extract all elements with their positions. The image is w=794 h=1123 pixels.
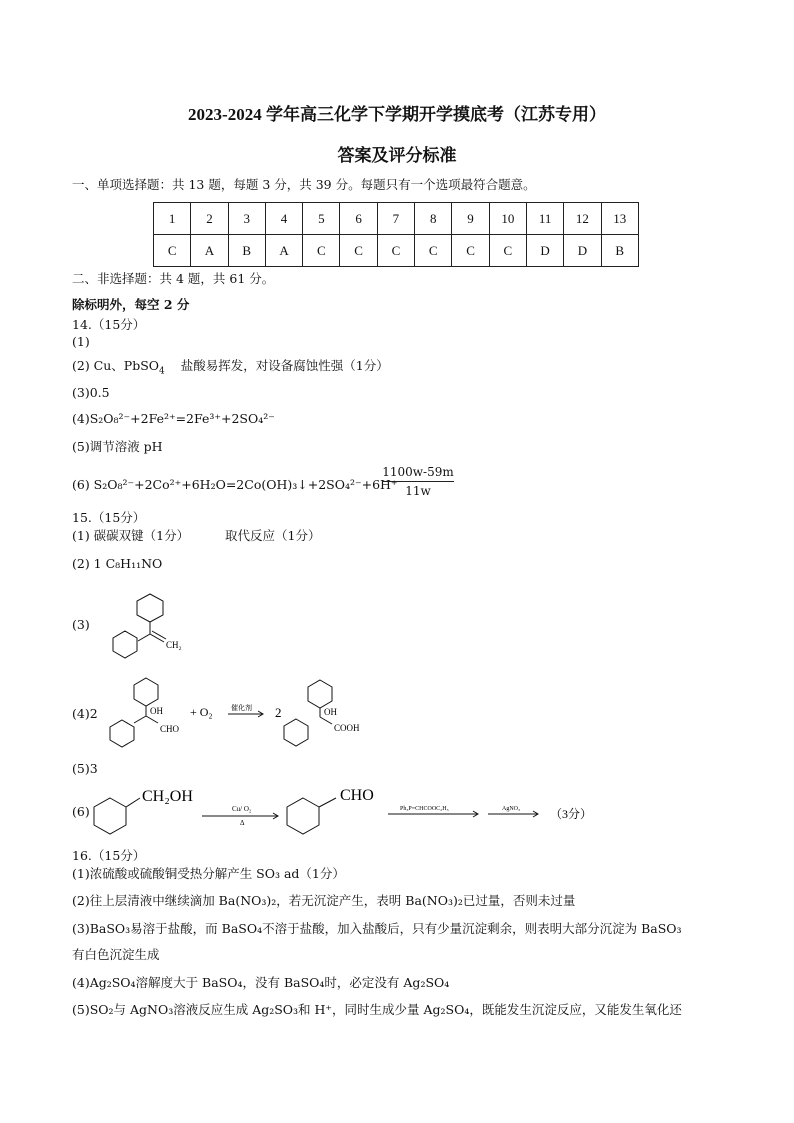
q14-answer-2-rest: 盐酸易挥发，对设备腐蚀性强（1分） [180, 358, 389, 373]
table-cell-answer: C [489, 235, 526, 267]
reagent-agno3: AgNO₃ [502, 806, 521, 812]
q16-answer-1: (1)浓硫酸或硫酸铜受热分解产生 SO₃ ad（1分） [72, 866, 345, 881]
q15-title: 15.（15分） [72, 510, 146, 525]
q14-answer-4: (4)S₂O₈²⁻+2Fe²⁺=2Fe³⁺+2SO₄²⁻ [72, 411, 275, 426]
table-cell-number: 2 [191, 203, 228, 235]
table-cell-answer: C [377, 235, 414, 267]
score-label: （3分） [550, 807, 593, 821]
table-cell-answer: D [564, 235, 601, 267]
table-cell-answer: C [452, 235, 489, 267]
cooh-label: COOH [334, 723, 360, 733]
table-cell-number: 4 [265, 203, 302, 235]
q15-answer-3-label: (3) [72, 617, 90, 632]
q16-answer-3b: 有白色沉淀生成 [72, 947, 160, 962]
q16-answer-4: (4)Ag₂SO₄溶解度大于 BaSO₄，没有 BaSO₄时，必定没有 Ag₂SO₄ [72, 975, 450, 990]
q15-answer-6-label: (6) [72, 804, 90, 819]
table-cell-answer: A [191, 235, 228, 267]
q14-answer-6: (6) S₂O₈²⁻+2Co²⁺+6H₂O=2Co(OH)₃↓+2SO₄²⁻+6H⁺ [72, 477, 398, 492]
reagent-wittig: Ph₃P=CHCOOC₂H₅ [400, 806, 449, 812]
coefficient-label: 2 [275, 705, 282, 720]
q15-structure-3 [88, 584, 188, 664]
table-cell-number: 6 [340, 203, 377, 235]
table-cell-answer: C [154, 235, 191, 267]
q14-title: 14.（15分） [72, 317, 146, 332]
q16-answer-5: (5)SO₂与 AgNO₃溶液反应生成 Ag₂SO₃和 H⁺，同时生成少量 Ag₂SO₄，既能发生沉淀反应，又能发生氧化还 [72, 1002, 682, 1017]
section1-heading: 一、单项选择题：共 13 题，每题 3 分，共 39 分。每题只有一个选项最符合题意。 [72, 177, 536, 192]
ch2oh-label: CH₂OH [142, 788, 193, 805]
q16-answer-2: (2)往上层清液中继续滴加 Ba(NO₃)₂，若无沉淀产生，表明 Ba(NO₃)₂已过量，否则未过量 [72, 893, 576, 908]
table-cell-answer: C [340, 235, 377, 267]
fraction-denominator: 11w [405, 484, 431, 498]
q15-answer-1a: (1) 碳碳双键（1分） [72, 528, 190, 543]
q15-answer-5: (5)3 [72, 761, 98, 776]
q14-answer-2-sub: 4 [159, 366, 165, 377]
cho-label: CHO [340, 787, 374, 804]
answer-table-number-row [154, 203, 639, 235]
scoring-note: 除标明外，每空 2 分 [72, 297, 190, 312]
table-cell-answer: B [228, 235, 265, 267]
table-cell-number: 11 [526, 203, 563, 235]
q14-answer-5: (5)调节溶液 pH [72, 439, 163, 454]
table-cell-number: 13 [601, 203, 638, 235]
cho-label: CHO [160, 724, 180, 734]
q15-answer-1b: 取代反应（1分） [225, 528, 321, 543]
table-cell-number: 3 [228, 203, 265, 235]
q14-answer-3: (3)0.5 [72, 385, 110, 400]
table-cell-answer: C [415, 235, 452, 267]
q14-answer-2-label: (2) Cu、PbSO [72, 358, 160, 373]
q16-answer-3: (3)BaSO₃易溶于盐酸，而 BaSO₄不溶于盐酸，加入盐酸后，只有少量沉淀剩余，则表明大部分沉淀为 BaSO₃ [72, 921, 682, 936]
answer-table-answer-row [154, 235, 639, 267]
table-cell-answer: A [265, 235, 302, 267]
table-cell-number: 9 [452, 203, 489, 235]
page-title: 2023-2024 学年高三化学下学期开学摸底考（江苏专用） [188, 105, 606, 124]
q15-equation-4 [98, 672, 388, 752]
page-subtitle: 答案及评分标准 [337, 146, 457, 165]
table-cell-number: 1 [154, 203, 191, 235]
o2-label: + O₂ [190, 705, 213, 719]
table-cell-number: 8 [415, 203, 452, 235]
q14-answer-1: (1) [72, 334, 90, 349]
q15-answer-4-label: (4)2 [72, 706, 98, 721]
q15-answer-2: (2) 1 C₈H₁₁NO [72, 556, 163, 571]
table-cell-number: 5 [303, 203, 340, 235]
catalyst-label: 催化剂 [231, 704, 252, 712]
table-cell-answer: C [303, 235, 340, 267]
q15-synthesis-route [88, 780, 628, 840]
answer-table [153, 202, 639, 267]
section2-heading: 二、非选择题：共 4 题，共 61 分。 [72, 271, 275, 286]
oh-label: OH [150, 706, 163, 716]
table-cell-number: 10 [489, 203, 526, 235]
q14-answer-2 [72, 359, 389, 379]
table-cell-number: 7 [377, 203, 414, 235]
ch2-label: CH₂ [166, 640, 182, 650]
reagent-cu-o2: Cu/ O₂ [232, 805, 252, 813]
fraction-numerator: 1100w-59m [382, 465, 454, 482]
q14-fraction [382, 465, 454, 498]
q16-title: 16.（15分） [72, 848, 146, 863]
table-cell-number: 12 [564, 203, 601, 235]
reagent-heat: Δ [240, 819, 245, 827]
table-cell-answer: B [601, 235, 638, 267]
table-cell-answer: D [526, 235, 563, 267]
oh-label: OH [324, 707, 337, 717]
